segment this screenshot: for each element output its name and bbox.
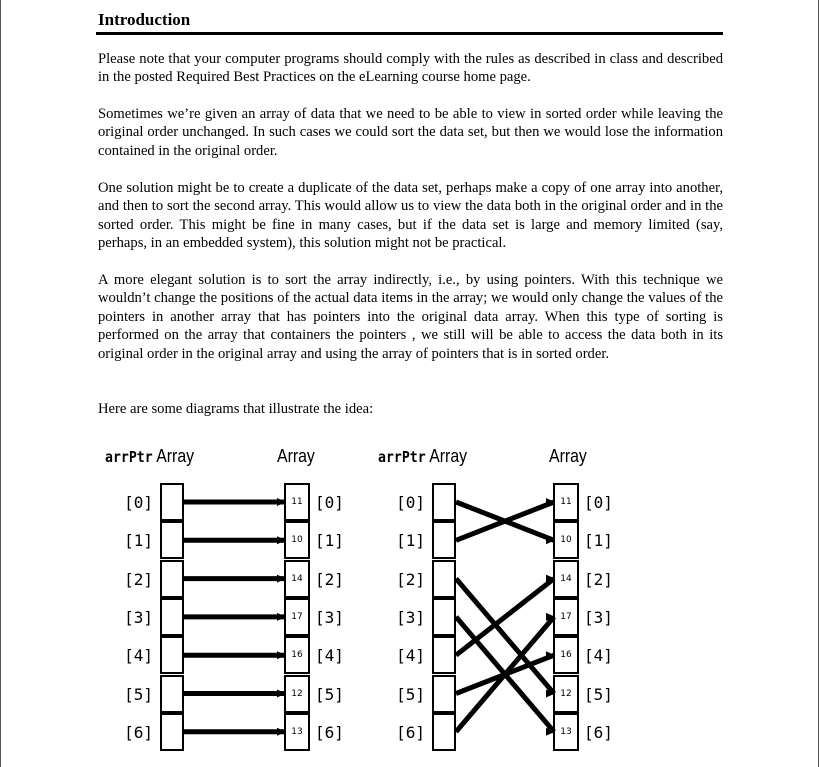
diagram2-value-cell: 17 (553, 598, 579, 636)
diagram2-pointer-line (456, 579, 554, 694)
diagram2-value-cell: 12 (553, 675, 579, 713)
diagram2-value-cell: 14 (553, 560, 579, 598)
diagram1-ptr-index: [5] (124, 684, 153, 704)
diagram2-ptr-cell (432, 598, 456, 636)
section-heading: Introduction (98, 10, 191, 29)
diagram2-ptr-index: [6] (396, 722, 425, 742)
diagram2-pointer-line (456, 617, 554, 732)
diagram2-value-cell: 10 (553, 521, 579, 559)
diagram2-value-cell: 11 (553, 483, 579, 521)
diagram2-pointer-line (456, 502, 554, 540)
diagram1-array-index: [2] (315, 569, 344, 589)
diagram1-array-index: [6] (315, 722, 344, 742)
paragraph-best-practices: Please note that your computer programs should comply with the rules as described in class and described in the posted Required Best Practices on the eLearning course home page. (98, 51, 723, 86)
diagram2-array-index: [6] (584, 722, 613, 742)
diagram1-value-cell: 11 (284, 483, 310, 521)
diagram1-array-index: [0] (315, 493, 344, 512)
diagram1-ptr-index: [1] (124, 531, 153, 551)
diagram2-arrptr-label (378, 446, 467, 467)
arrptr-name: arrPtr (378, 448, 426, 466)
diagram2-pointer-line (456, 502, 554, 540)
diagram1-ptr-index: [6] (124, 722, 153, 742)
diagram2-pointer-line (456, 579, 554, 656)
diagram1-ptr-index: [3] (124, 607, 153, 627)
diagram2-array-index: [1] (584, 531, 613, 551)
diagram2-ptr-index: [5] (396, 684, 425, 704)
diagram1-arrptr-label (105, 446, 194, 467)
diagram1-ptr-index: [4] (124, 646, 153, 666)
diagram2-ptr-index: [2] (396, 569, 425, 589)
diagram2-array-index: [4] (584, 646, 613, 666)
diagram2-pointer-line (456, 655, 554, 693)
diagram2-array-index: [0] (584, 493, 613, 512)
diagram2-value-cell: 13 (553, 713, 579, 751)
page-edge-left (0, 0, 1, 767)
diagram2-ptr-cell (432, 521, 456, 559)
diagram1-ptr-index: [0] (124, 493, 153, 512)
diagram2-ptr-index: [4] (396, 646, 425, 666)
diagram1-ptr-cell (160, 675, 184, 713)
diagram2-ptr-cell (432, 713, 456, 751)
arrptr-suffix: Array (425, 446, 468, 466)
diagram2-array-index: [5] (584, 684, 613, 704)
diagram1-value-cell: 17 (284, 598, 310, 636)
diagram1-value-cell: 12 (284, 675, 310, 713)
diagram1-value-cell: 10 (284, 521, 310, 559)
diagram1-ptr-cell (160, 598, 184, 636)
diagram2-array-index: [3] (584, 607, 613, 627)
diagram2-ptr-index: [0] (396, 493, 425, 512)
diagram1-value-cell: 13 (284, 713, 310, 751)
diagram2-ptr-cell (432, 560, 456, 598)
diagram1-value-cell: 14 (284, 560, 310, 598)
arrptr-name: arrPtr (105, 448, 153, 466)
heading-rule (96, 32, 723, 35)
diagram1-array-index: [1] (315, 531, 344, 551)
diagram2-ptr-cell (432, 483, 456, 521)
arrptr-suffix: Array (152, 446, 195, 466)
diagram1-ptr-cell (160, 521, 184, 559)
paragraph-duplicate-solution: One solution might be to create a duplicate of the data set, perhaps make a copy of one array into another, and then to sort the second array. This would allow us to view the data both in the original order and in the sorted order. This might be fine in many cases, but if the data set is large and memory limited (say, perhaps, in an embedded system), this solution might not be practical. (98, 180, 723, 252)
diagram2-ptr-index: [1] (396, 531, 425, 551)
diagram1-ptr-index: [2] (124, 569, 153, 589)
diagram1-ptr-cell (160, 636, 184, 674)
paragraph-diagram-intro: Here are some diagrams that illustrate the idea: (98, 401, 374, 417)
diagram2-value-cell: 16 (553, 636, 579, 674)
diagram1-array-index: [4] (315, 646, 344, 666)
diagram1-value-cell: 16 (284, 636, 310, 674)
diagram2-ptr-cell (432, 675, 456, 713)
diagram1-ptr-cell (160, 713, 184, 751)
paragraph-pointer-solution: A more elegant solution is to sort the array indirectly, i.e., by using pointers. With this technique we wouldn’t change the positions of the actual data items in the array; we would only change the values of the pointers in another array that has pointers into the original data array. When this type of sorting is performed on the array that containers the pointers , we still will be able to access the data both in its original order in the original array and using the array of pointers that is in sorted order. (98, 272, 723, 362)
diagram1-ptr-cell (160, 483, 184, 521)
diagram2-array-label: Array (549, 446, 587, 466)
diagram1-array-label: Array (277, 446, 315, 466)
diagram1-array-index: [3] (315, 607, 344, 627)
diagram2-ptr-index: [3] (396, 607, 425, 627)
diagram2-array-index: [2] (584, 569, 613, 589)
diagram1-array-index: [5] (315, 684, 344, 704)
diagram1-ptr-cell (160, 560, 184, 598)
diagram2-pointer-line (456, 617, 554, 732)
paragraph-sorted-view: Sometimes we’re given an array of data that we need to be able to view in sorted order while leaving the original order unchanged. In such cases we could sort the data set, but then we would lose the information contained in the original order. (98, 106, 723, 159)
diagram2-ptr-cell (432, 636, 456, 674)
